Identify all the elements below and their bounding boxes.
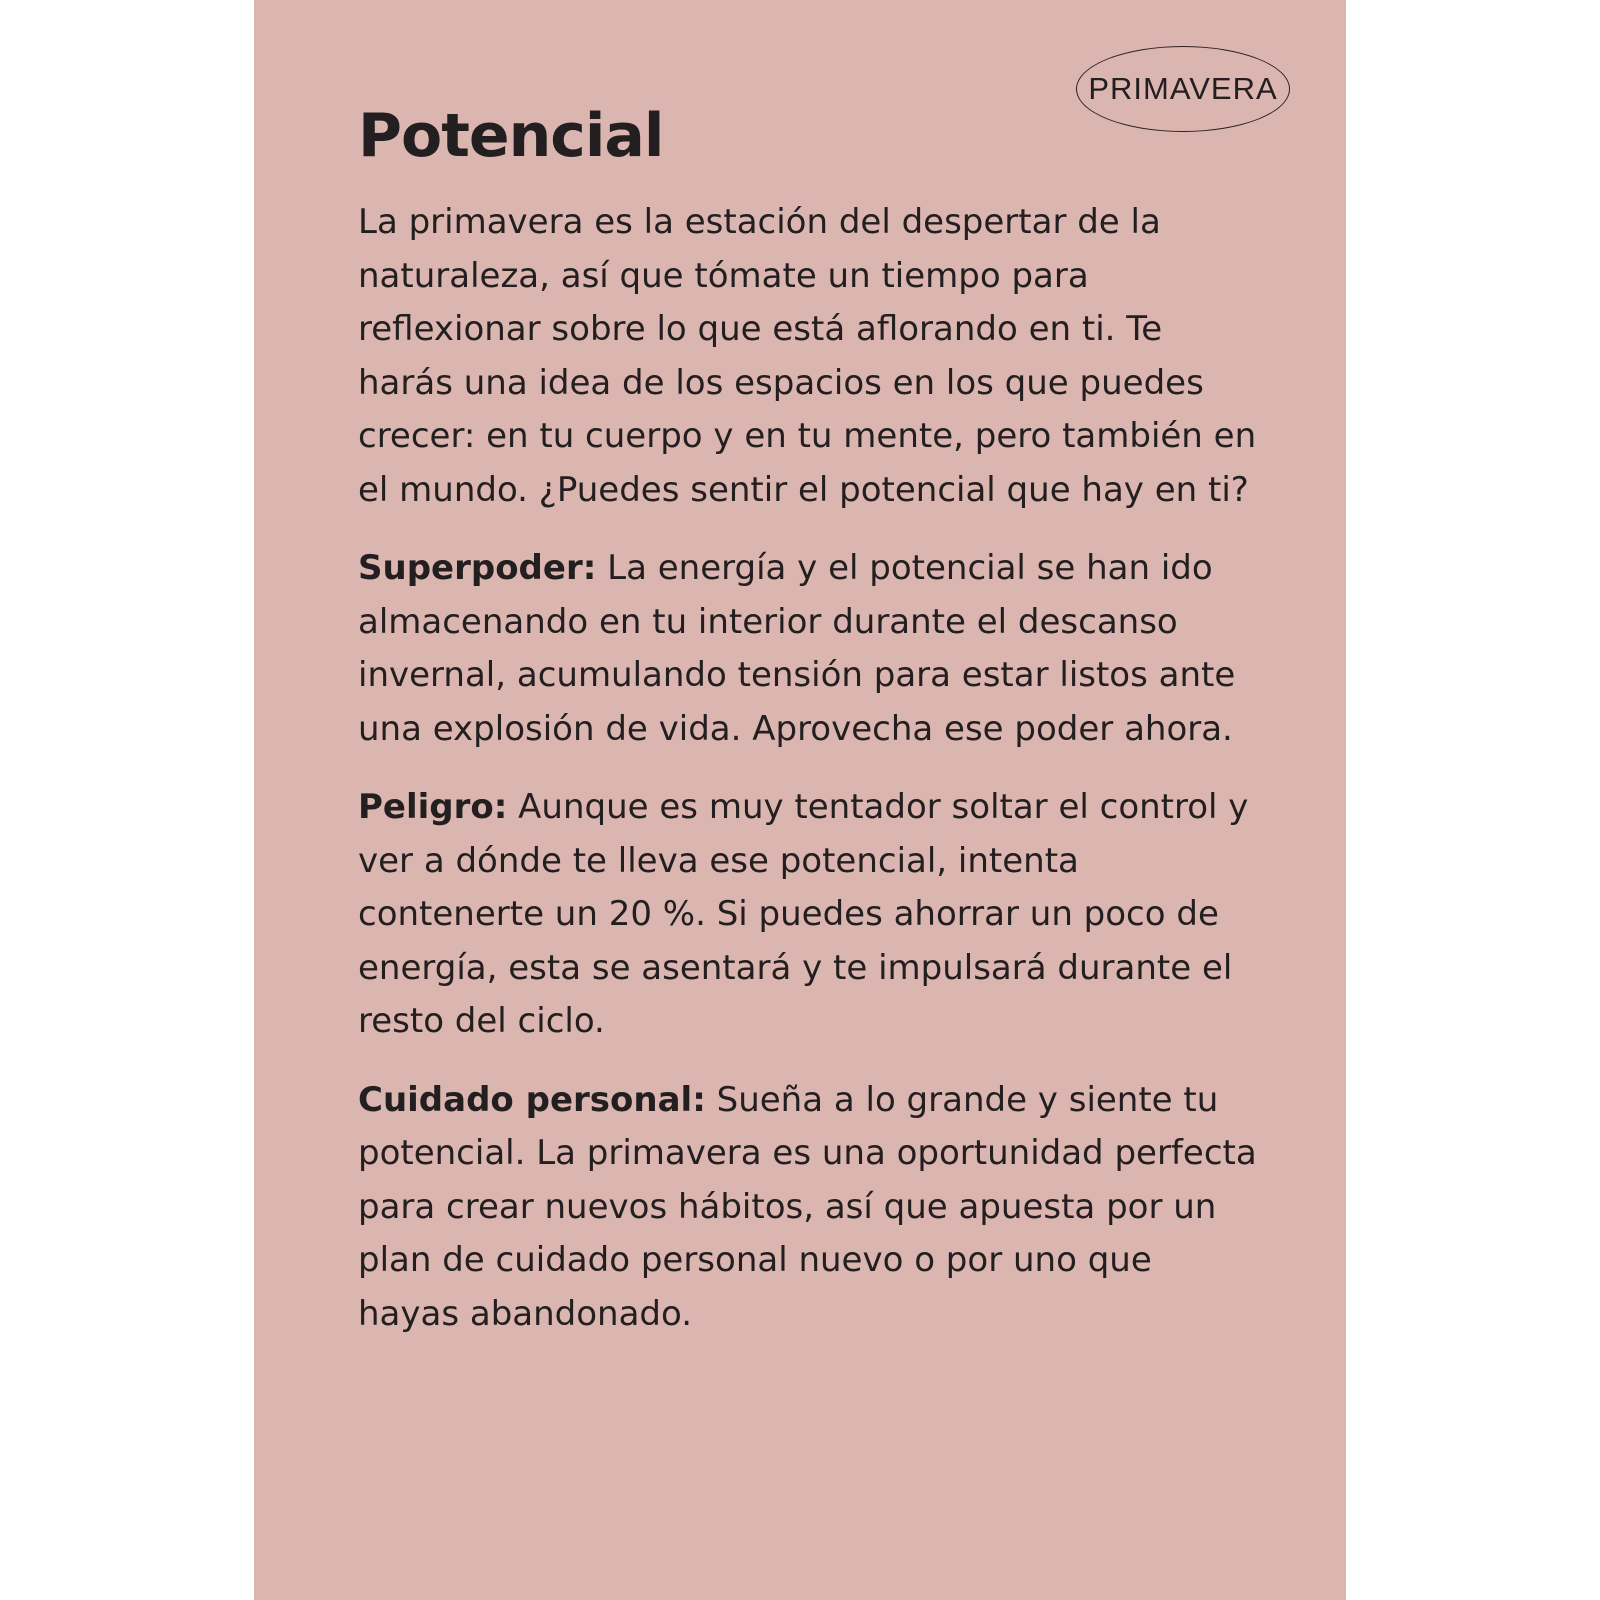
danger-paragraph	[358, 781, 1258, 1049]
season-badge: PRIMAVERA	[1076, 46, 1290, 132]
selfcare-paragraph	[358, 1074, 1258, 1342]
superpower-label: Superpoder:	[358, 548, 597, 588]
selfcare-label: Cuidado personal:	[358, 1079, 706, 1120]
page-title: Potencial	[358, 101, 664, 171]
intro-paragraph: La primavera es la estación del despertar de la naturaleza, así que tómate un tiempo para reflexionar sobre lo que está aflorando en ti. Te harás una idea de los espacios en los que puedes crecer: en tu cuerpo y en tu mente, pero también en el mundo. ¿Puedes sentir el potencial que hay en ti?	[358, 202, 1257, 510]
superpower-text: La energía y el potencial se han ido almacenando en tu interior durante el descanso invernal, acumulando tensión para estar listos ante una explosión de vida. Aprovecha ese poder ahora.	[358, 548, 1236, 749]
page-card	[254, 0, 1346, 1600]
superpower-paragraph	[358, 542, 1258, 756]
body-text	[358, 196, 1258, 1366]
danger-text: Aunque es muy tentador soltar el control y ver a dónde te lleva ese potencial, intenta contenerte un 20 %. Si puedes ahorrar un poco de energía, esta se asentará y te impulsará durante el resto del ciclo.	[358, 787, 1249, 1041]
selfcare-text: Sueña a lo grande y siente tu potencial. La primavera es una oportunidad perfecta para crear nuevos hábitos, así que apuesta por un plan de cuidado personal nuevo o por uno que hayas abandonado.	[358, 1079, 1257, 1334]
danger-label: Peligro:	[358, 787, 508, 827]
